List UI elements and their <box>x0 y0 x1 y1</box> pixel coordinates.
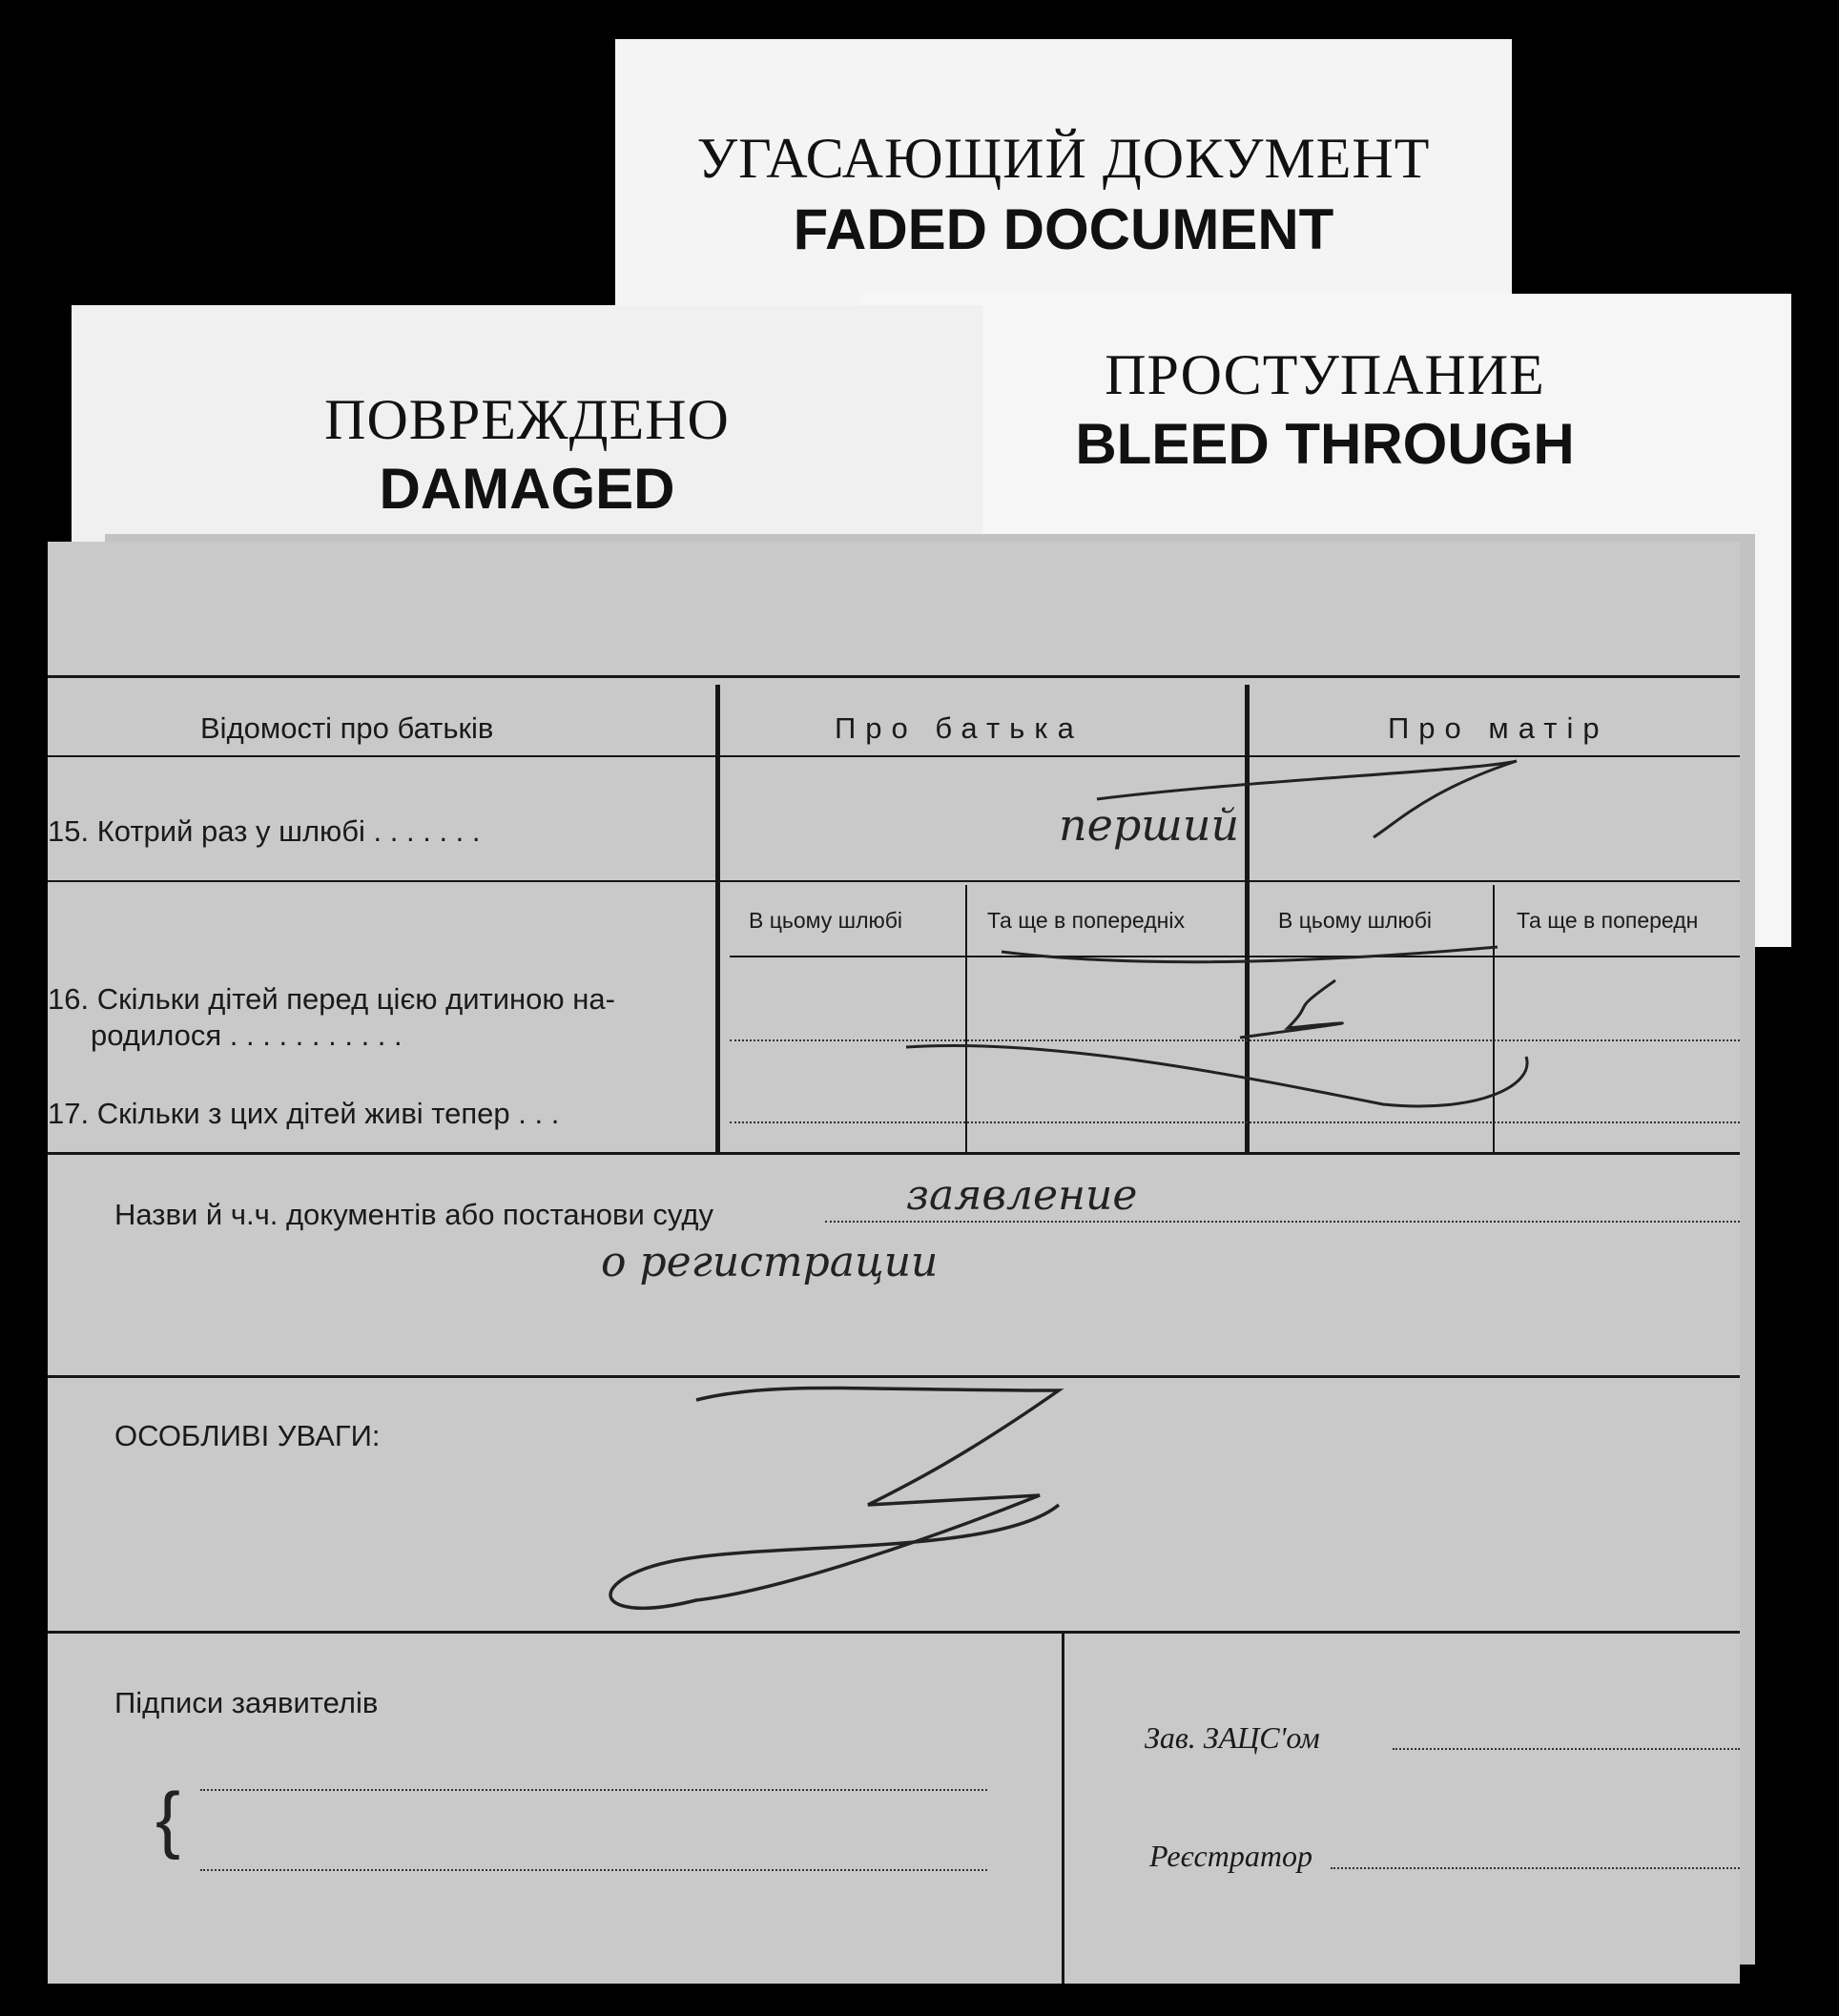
faded-label-ru: УГАСАЮЩИЙ ДОКУМЕНТ <box>696 127 1431 190</box>
applicant-signatures-label: Підписи заявителів <box>114 1686 379 1719</box>
question-16: 16. Скільки дітей перед цією дитиною на- <box>48 982 615 1016</box>
damaged-label-ru: ПОВРЕЖДЕНО <box>324 388 730 451</box>
faded-label-en: FADED DOCUMENT <box>793 197 1334 261</box>
registration-form-page <box>48 542 1740 1984</box>
special-notes-label: ОСОБЛИВІ УВАГИ: <box>114 1419 381 1452</box>
subhead-father-prev: Та ще в попередніх <box>987 908 1185 933</box>
brace-icon: { <box>155 1777 181 1861</box>
subhead-father-this: В цьому шлюбі <box>749 908 903 933</box>
faded-document-label <box>615 39 1512 321</box>
damaged-label-en: DAMAGED <box>379 457 675 521</box>
stroke-z-small <box>1240 980 1342 1038</box>
stroke-q15 <box>1097 761 1517 837</box>
header-mother: Про матір <box>1388 711 1609 745</box>
handwritten-strokes <box>48 542 1740 1984</box>
handwritten-q15-answer: перший <box>1059 799 1240 851</box>
question-17: 17. Скільки з цих дітей живі тепер . . . <box>48 1097 560 1130</box>
header-father: Про батька <box>835 711 1084 745</box>
documents-label: Назви й ч.ч. документів або постанови суду <box>114 1198 713 1231</box>
question-15: 15. Котрий раз у шлюбі . . . . . . . <box>48 814 481 848</box>
bleed-label-en: BLEED THROUGH <box>1075 412 1575 476</box>
subhead-mother-this: В цьому шлюбі <box>1278 908 1433 933</box>
stroke-children <box>906 1045 1527 1106</box>
stroke-z-large <box>610 1389 1059 1609</box>
registry-head-label: Зав. ЗАЦС'ом <box>1145 1720 1320 1755</box>
registrar-label: Реєстратор <box>1149 1839 1312 1873</box>
question-16-cont: родилося . . . . . . . . . . . <box>91 1018 403 1052</box>
stroke-subhead <box>1002 947 1498 962</box>
handwritten-documents-line1: заявление <box>906 1171 1138 1220</box>
subhead-mother-prev: Та ще в попередн <box>1517 908 1699 933</box>
handwritten-documents-line2: о регистрации <box>601 1238 939 1286</box>
bleed-label-ru: ПРОСТУПАНИЕ <box>1105 343 1545 406</box>
header-parents-info: Відомості про батьків <box>200 711 494 745</box>
